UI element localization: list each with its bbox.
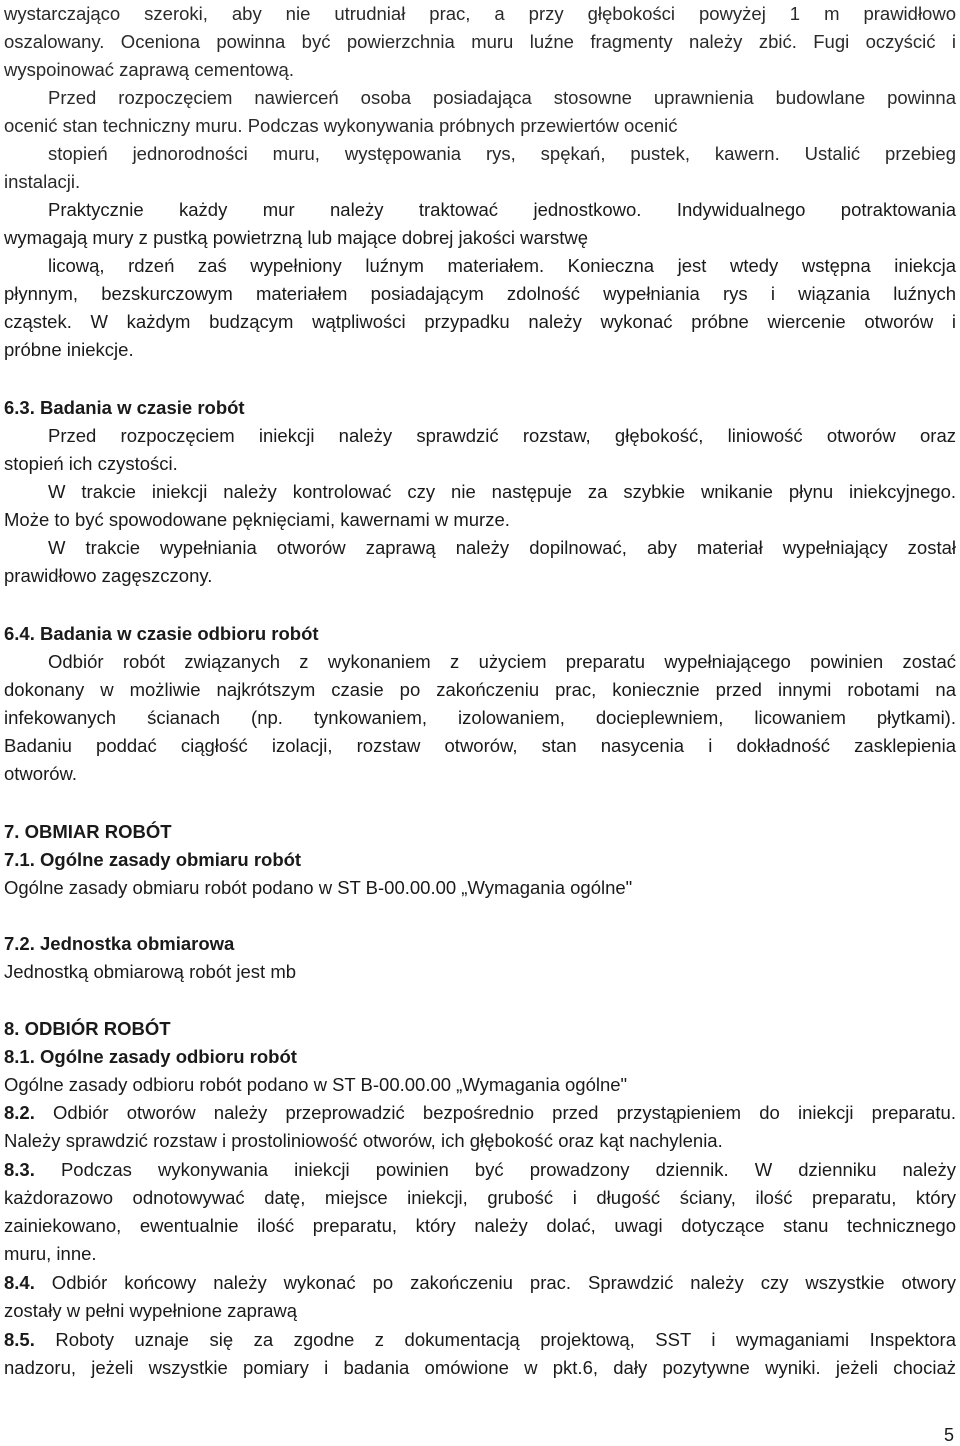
text-line: infekowanych ścianach (np. tynkowaniem, izolowaniem, docieplewniem, licowaniem płytkami).	[4, 707, 956, 728]
section-heading-8-1	[4, 1043, 956, 1071]
text-line: zainiekowano, ewentualnie ilość preparatu, który należy dolać, uwagi dotyczące stanu technicznego	[4, 1215, 956, 1236]
paragraph-number: 8.4.	[4, 1272, 35, 1293]
text-line: ocenić stan techniczny muru. Podczas wykonywania próbnych przewiertów ocenić	[4, 115, 678, 136]
paragraph-8-4	[4, 1269, 956, 1297]
section-number: 6.3.	[4, 397, 35, 418]
paragraph-8-3	[4, 1156, 956, 1184]
text-line: oszalowany. Oceniona powinna być powierzchnia muru luźne fragmenty należy zbić. Fugi oczyścić i	[4, 31, 956, 52]
section-title: Ogólne zasady obmiaru robót	[34, 849, 302, 870]
text-line: stopień ich czystości.	[4, 453, 178, 474]
section-title: Jednostka obmiarowa	[34, 933, 235, 954]
text-line: otworów.	[4, 763, 78, 784]
paragraph-number: 8.3.	[4, 1159, 35, 1180]
chapter-heading-7: 7. OBMIAR ROBÓT	[4, 821, 172, 842]
section-title: Badania w czasie odbioru robót	[34, 623, 319, 644]
text-line: każdorazowo odnotowywać datę, miejsce iniekcji, grubość i długość ściany, ilość preparatu, który	[4, 1187, 956, 1208]
paragraph-number: 8.2.	[4, 1102, 35, 1123]
text-line: dokonany w możliwie najkrótszym czasie po zakończeniu prac, koniecznie przed innymi robotami na	[4, 679, 956, 700]
text-line: W trakcie iniekcji należy kontrolować czy nie następuje za szybkie wnikanie płynu iniekcyjnego.	[48, 481, 956, 502]
text-span: Odbiór otworów należy przeprowadzić bezpośrednio przed przystąpieniem do iniekcji preparatu.	[34, 1102, 956, 1123]
text-line: prawidłowo zagęszczony.	[4, 565, 213, 586]
text-line: Badaniu poddać ciągłość izolacji, rozstaw otworów, stan nasycenia i dokładność zasklepienia	[4, 735, 956, 756]
section-heading-7-1	[4, 846, 956, 874]
section-heading-6-4	[4, 620, 956, 648]
section-title: Ogólne zasady odbioru robót	[34, 1046, 297, 1067]
text-line: stopień jednorodności muru, występowania rys, spękań, pustek, kawern. Ustalić przebieg	[48, 143, 956, 164]
text-line: instalacji.	[4, 171, 81, 192]
text-line: Odbiór robót związanych z wykonaniem z użyciem preparatu wypełniającego powinien zostać	[48, 651, 956, 672]
text-line: wymagają mury z pustką powietrzną lub mające dobrej jakości warstwę	[4, 227, 589, 248]
text-span: Odbiór końcowy należy wykonać po zakończeniu prac. Sprawdzić należy czy wszystkie otwory	[34, 1272, 956, 1293]
text-line: wyspoinować zaprawą cementową.	[4, 59, 294, 80]
page-number: 5	[943, 1425, 954, 1445]
text-line: zostały w pełni wypełnione zaprawą	[4, 1300, 298, 1321]
text-line: próbne iniekcje.	[4, 339, 134, 360]
section-number: 7.1.	[4, 849, 35, 870]
text-line: Należy sprawdzić rozstaw i prostoliniowość otworów, ich głębokość oraz kąt nachylenia.	[4, 1130, 723, 1151]
text-line: wystarczająco szeroki, aby nie utrudniał prac, a przy głębokości powyżej 1 m prawidłowo	[4, 3, 956, 24]
section-heading-7-2	[4, 930, 956, 958]
section-number: 8.1.	[4, 1046, 35, 1067]
text-line: muru, inne.	[4, 1243, 97, 1264]
text-line: Ogólne zasady obmiaru robót podano w ST B-00.00.00 „Wymagania ogólne"	[4, 877, 633, 898]
section-title: Badania w czasie robót	[34, 397, 245, 418]
text-line: Praktycznie każdy mur należy traktować jednostkowo. Indywidualnego potraktowania	[48, 199, 956, 220]
paragraph-8-2	[4, 1099, 956, 1127]
text-line: nadzoru, jeżeli wszystkie pomiary i badania omówione w pkt.6, dały pozytywne wyniki. jeżeli chociaż	[4, 1357, 956, 1378]
paragraph-8-5	[4, 1326, 956, 1354]
text-line: licową, rdzeń zaś wypełniony luźnym materiałem. Konieczna jest wtedy wstępna iniekcja	[48, 255, 956, 276]
text-line: Przed rozpoczęciem nawierceń osoba posiadająca stosowne uprawnienia budowlane powinna	[48, 87, 956, 108]
text-line: W trakcie wypełniania otworów zaprawą należy dopilnować, aby materiał wypełniający został	[48, 537, 956, 558]
text-line: Jednostką obmiarową robót jest mb	[4, 961, 297, 982]
text-span: Podczas wykonywania iniekcji powinien być prowadzony dziennik. W dzienniku należy	[34, 1159, 956, 1180]
section-number: 6.4.	[4, 623, 35, 644]
text-line: cząstek. W każdym budzącym wątpliwości przypadku należy wykonać próbne wiercenie otworów i	[4, 311, 956, 332]
section-heading-6-3	[4, 394, 956, 422]
text-line: Ogólne zasady odbioru robót podano w ST B-00.00.00 „Wymagania ogólne"	[4, 1074, 628, 1095]
text-line: płynnym, bezskurczowym materiałem posiadającym zdolność wypełniania rys i wiązania luźnych	[4, 283, 956, 304]
text-line: Przed rozpoczęciem iniekcji należy sprawdzić rozstaw, głębokość, liniowość otworów oraz	[48, 425, 956, 446]
text-line: Może to być spowodowane pęknięciami, kawernami w murze.	[4, 509, 510, 530]
paragraph-number: 8.5.	[4, 1329, 35, 1350]
chapter-heading-8: 8. ODBIÓR ROBÓT	[4, 1018, 171, 1039]
section-number: 7.2.	[4, 933, 35, 954]
text-span: Roboty uznaje się za zgodne z dokumentacją projektową, SST i wymaganiami Inspektora	[34, 1329, 956, 1350]
